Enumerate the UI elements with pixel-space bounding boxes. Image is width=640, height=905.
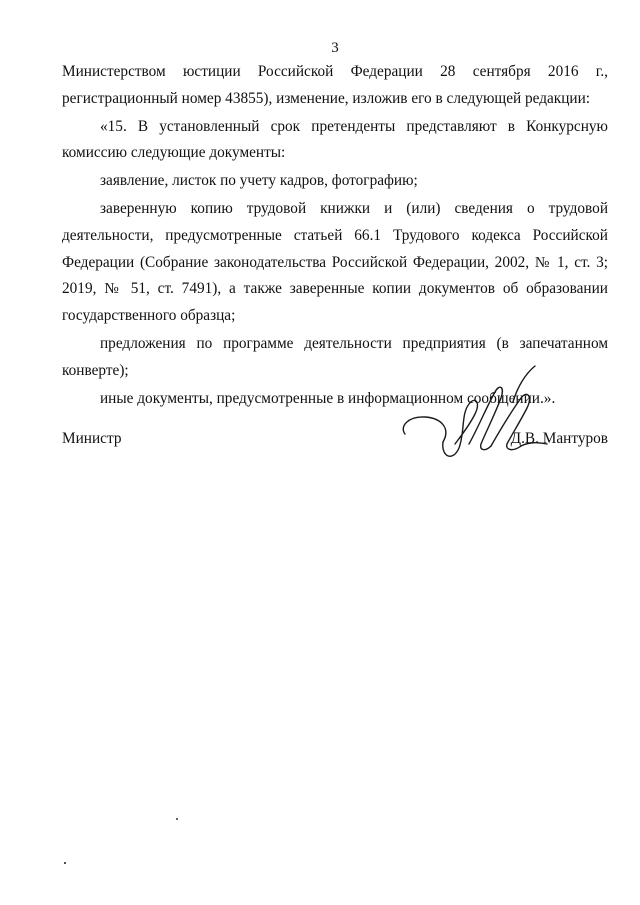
page-number: 3 <box>331 40 339 56</box>
paragraph-application: заявление, листок по учету кадров, фотографию; <box>100 172 418 190</box>
handwritten-signature-icon <box>395 362 555 472</box>
paragraph-employment-record: заверенную копию трудовой книжки и (или) сведения о трудовой деятельности, предусмотренные статьей 66.1 Трудового кодекса Российской Федерации (Собрание законодательства Российской Федерации, 2002, № 1, ст. 3; 2019, № 51, ст. 7491), а также заверенные копии документов об образовании государственного образца; <box>62 200 608 324</box>
signer-name: Д.В. Мантуров <box>510 430 608 447</box>
paragraph-program-proposals: предложения по программе деятельности предприятия (в запечатанном конверте); <box>62 334 608 379</box>
signer-title: Министр <box>62 430 122 447</box>
paragraph-item-15: «15. В установленный срок претенденты представляют в Конкурсную комиссию следующие документы: <box>62 117 608 162</box>
scan-speck <box>64 862 66 864</box>
document-body <box>62 59 608 414</box>
paragraph-other-documents: иные документы, предусмотренные в информационном сообщении.». <box>100 389 556 407</box>
scan-speck <box>176 818 178 820</box>
paragraph-continuation: Министерством юстиции Российской Федерации 28 сентября 2016 г., регистрационный номер 43855), изменение, изложив его в следующей редакции: <box>62 63 608 107</box>
